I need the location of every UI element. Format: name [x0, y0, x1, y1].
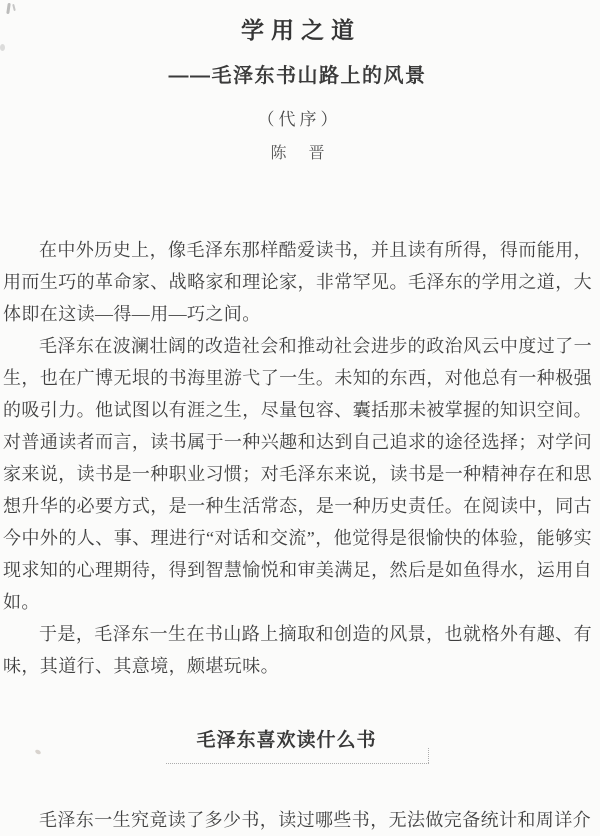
preface-label: （代序）: [257, 110, 342, 129]
body-text: [3, 234, 592, 682]
section-heading: [3, 726, 592, 764]
section-heading-text: 毛泽东喜欢读什么书: [166, 726, 428, 764]
page-subtitle: ——毛泽东书山路上的风景: [168, 65, 427, 87]
scan-artifact: [12, 4, 16, 11]
section-paragraph: 毛泽东一生究竟读了多少书，读过哪些书，无法做完备统计和周详介: [39, 810, 591, 830]
paragraph-2: 毛泽东在波澜壮阔的改造社会和推动社会进步的政治风云中度过了一生，也在广博无垠的书海里游弋了一生。未知的东西，对他总有一种极强的吸引力。他试图以有涯之生，尽量包容、囊括那未被掌握的知识空间。对普通读者而言，读书属于一种兴趣和达到自己追求的途径选择；对学问家来说，读书是一种职业习惯；对毛泽东来说，读书是一种精神存在和思想升华的必要方式，是一种生活常态，是一种历史责任。在阅读中，同古今中外的人、事、理进行“对话和交流”，他觉得是很愉快的体验，能够实现求知的心理期待，得到智慧愉悦和审美满足，然后是如鱼得水，运用自如。: [3, 336, 592, 612]
author-name: 陈 晋: [270, 145, 328, 162]
paragraph-3: 于是，毛泽东一生在书山路上摘取和创造的风景，也就格外有趣、有味，其道行、其意境，颇堪玩味。: [3, 624, 592, 676]
scan-artifact: [6, 3, 11, 14]
page-title: 学用之道: [241, 18, 361, 43]
paragraph-1: 在中外历史上，像毛泽东那样酷爱读书，并且读有所得，得而能用，用而生巧的革命家、战略家和理论家，非常罕见。毛泽东的学用之道，大体即在这读—得—用—巧之间。: [3, 240, 592, 324]
